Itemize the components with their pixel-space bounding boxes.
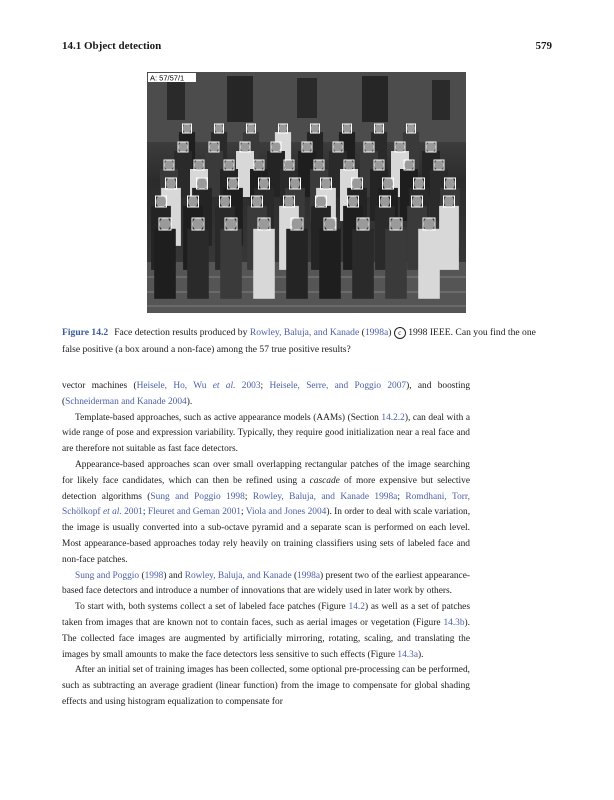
face [444,195,454,207]
face [316,195,326,207]
citation-link[interactable]: Heisele, Serre, and Poggio 2007 [269,381,407,391]
face [311,124,319,134]
running-header [62,40,552,54]
face [215,124,223,134]
face [435,160,444,171]
face [424,217,435,230]
face [195,160,204,171]
face [352,177,362,189]
citation-link[interactable]: 1998 [144,570,164,581]
face [166,177,176,189]
face [225,160,234,171]
page-number: 579 [535,40,552,52]
paragraph: After an initial set of training images has been collected, some optional pre-processing can be performed, such as subtracting an average gradient (linear function) from the image to compensate for global shading effects and using histogram equalization to compensate for [62,665,470,707]
citation-link[interactable]: Heisele, Ho, Wu et al. 2003 [136,381,261,391]
paragraph: Appearance-based approaches scan over small overlapping rectangular patches of the image searching for likely face candidates, which can then be refined using a cascade of more expensive but selective detection algorithms (Sung and Poggio 1998; Rowley, Baluja, and Kanade 1998a; Romdhani, Torr, Schölkopf et al. 2001; Fleuret and Geman 2001; Viola and Jones 2004). In order to deal with scale variation, the image is usually converted into a sub-octave pyramid and a separate scan is performed on each level. Most appearance-based approaches today rely heavily on training classifiers using sets of labeled face and non-face patches. [62,459,471,565]
face [183,124,191,134]
face [259,217,270,230]
person-body [253,229,275,299]
face [391,217,402,230]
caption-text: Face detection results produced by [114,327,250,338]
face [241,142,250,153]
caption-text: ( [359,327,365,338]
person-body [319,229,341,299]
face [407,124,415,134]
face [165,160,174,171]
group-photo-image [147,72,466,313]
face [303,142,312,153]
body-text [62,379,470,711]
face [252,195,262,207]
citation-link[interactable]: 1998a [364,327,389,338]
figure-link[interactable]: 14.3b [443,617,465,628]
citation-link[interactable]: Romdhani, Torr, Schölkopf et al. 2001 [62,491,470,518]
figure-label: Figure 14.2 [62,327,109,338]
face [375,124,383,134]
citation-link[interactable]: Rowley, Baluja, and Kanade [249,327,360,338]
face [197,177,207,189]
face [292,217,303,230]
person-body [220,229,242,299]
face [315,160,324,171]
face [348,195,358,207]
figure-link[interactable]: 14.2 [348,602,365,613]
face [334,142,343,153]
person-body [154,229,176,299]
face-detection-figure [147,72,466,313]
citation-link[interactable]: 1998a [297,570,321,581]
face [290,177,300,189]
person-body [439,206,459,270]
figure-stamp: A: 57/57/1 [150,73,185,83]
paragraph: To start with, both systems collect a set of labeled face patches (Figure 14.2) as well as a set of patches taken from images that are known not to contain faces, such as aerial images or vegetation (Figure 14.3b). The collected face images are augmented by artificially mirroring, rotating, scaling, and translating the images by small amounts to make the face detectors less sensitive to such effects (Figure 14.3a). [62,602,470,660]
face [285,160,294,171]
citation-link[interactable]: Schneiderman and Kanade 2004 [65,396,187,407]
face [247,124,255,134]
face [272,142,281,153]
person-body [418,229,440,299]
face [445,177,455,189]
section-link[interactable]: 14.2.2 [381,412,405,423]
face [160,217,171,230]
copyright-icon: c [394,327,406,339]
person-body [385,229,407,299]
face [321,177,331,189]
face [343,124,351,134]
face [375,160,384,171]
face [226,217,237,230]
face [358,217,369,230]
citation-link[interactable]: Fleuret and Geman 2001 [147,507,241,518]
caption-text: ) [388,327,394,338]
face [220,195,230,207]
paragraph: vector machines (Heisele, Ho, Wu et al. 2003; Heisele, Serre, and Poggio 2007), and boosting (Schneiderman and Kanade 2004). [62,381,471,407]
face [345,160,354,171]
paragraph: Sung and Poggio (1998) and Rowley, Baluja, and Kanade (1998a) present two of the earliest appearance-based face detectors and introduce a number of innovations that are widely used in later work by others. [62,570,470,597]
paragraph: Template-based approaches, such as active appearance models (AAMs) (Section 14.2.2), can deal with a wide range of pose and expression variability. Typically, they require good initialization near a real face and are therefore not suitable as fast face detectors. [62,412,470,455]
face [179,142,188,153]
face [156,195,166,207]
face [396,142,405,153]
citation-link[interactable]: Viola and Jones 2004 [245,507,327,518]
face [405,160,414,171]
person-body [352,229,374,299]
face [188,195,198,207]
figure-caption [62,324,552,358]
citation-link[interactable]: Rowley, Baluja, and Kanade 1998a [252,491,398,502]
face [427,142,436,153]
face [412,195,422,207]
face [284,195,294,207]
person-body [286,229,308,299]
face [380,195,390,207]
figure-link[interactable]: 14.3a [397,649,418,660]
face [414,177,424,189]
citation-link[interactable]: Sung and Poggio 1998 [150,491,245,502]
citation-link[interactable]: Sung and Poggio [75,570,140,581]
face [383,177,393,189]
caption-text: 1998 IEEE. Can you find the one false positive (a box around a non-face) among the 57 true positive results? [62,327,536,355]
face [255,160,264,171]
face [365,142,374,153]
face [228,177,238,189]
face [193,217,204,230]
face [325,217,336,230]
face [210,142,219,153]
citation-link[interactable]: Rowley, Baluja, and Kanade [184,570,292,581]
face [259,177,269,189]
section-title: 14.1 Object detection [62,40,162,52]
person-body [187,229,209,299]
face [279,124,287,134]
